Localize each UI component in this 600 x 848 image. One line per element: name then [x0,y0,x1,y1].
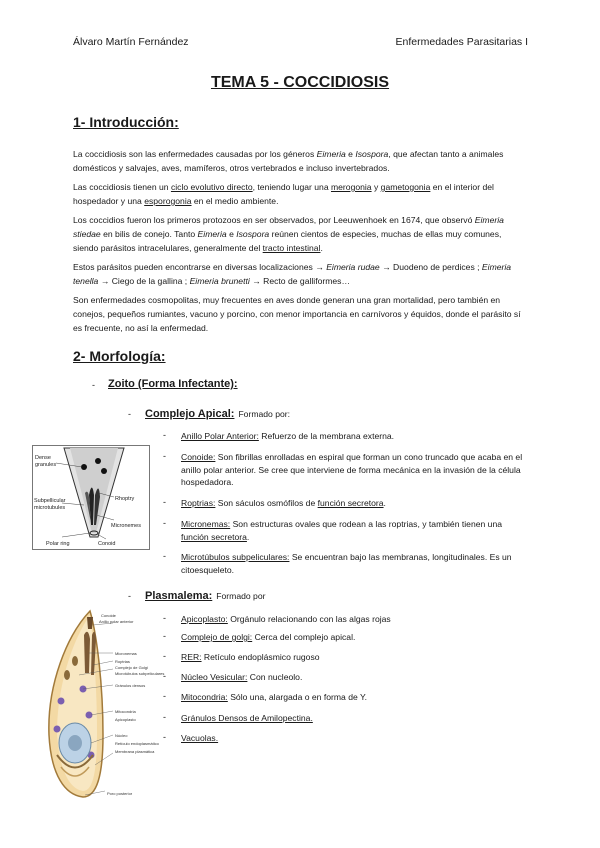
fig1-label-micronemes: Micronemes [111,523,141,529]
fig2-label-apicoplasto: Apicoplasto [115,717,136,722]
list-item-microtubulos: Microtúbulos subpeliculares: Se encuentran bajo las membranas, longitudinales. Es un citoesqueleto. [181,552,512,575]
dash-bullet: - [163,518,166,528]
fig2-label-nucleo: Núcleo [115,733,128,738]
dash-bullet: - [163,691,166,701]
list-item-conoide: Conoide: Son fibrillas enrolladas en espiral que forman un cono truncado que acaba en el anillo polar anterior. Se cree que interviene de forma mecánica en la invasión de la célula hospedadora. [181,452,523,487]
dash-bullet: - [163,613,166,623]
section-heading-morfologia: 2- Morfología: [73,348,166,364]
paragraph-2: Las coccidiosis tienen un ciclo evolutivo directo, teniendo lugar una merogonia y gametogonia en el interior del hospedador y una esporogonia en el medio ambiente. [73,182,494,206]
zoito-heading: Zoito (Forma Infectante): [108,378,238,390]
fig2-label-anillo: Anillo polar anterior [99,619,134,624]
fig2-label-conoide: Conoide [101,613,116,618]
header-author: Álvaro Martín Fernández [73,36,189,48]
list-item-rer: RER: Retículo endoplásmico rugoso [181,652,320,662]
dash-bullet: - [163,732,166,742]
list-item-nucleo: Núcleo Vesicular: Con nucleolo. [181,672,303,682]
list-item-vacuolas: Vacuolas. [181,733,219,743]
fig2-label-roptrias: Roptrias [115,659,130,664]
fig1-label-subpellicular: Subpellicular [34,498,66,504]
dash-bullet: - [163,551,166,561]
list-item-golgi: Complejo de golgi: Cerca del complejo apical. [181,632,356,642]
dash-bullet: - [128,591,131,601]
dash-bullet: - [163,631,166,641]
list-item-roptrias: Roptrias: Son sáculos osmófilos de función secretora. [181,498,386,508]
list-item-mitocondria: Mitocondria: Sólo una, alargada o en forma de Y. [181,692,368,702]
zoite-figure [35,605,165,805]
plasmalema-heading: Plasmalema: Formado por [145,590,266,602]
fig1-label-granules: granules [35,462,57,468]
paragraph-4: Estos parásitos pueden encontrarse en diversas localizaciones → Eimeria rudae → Duodeno de perdices ; Eimeria tenella → Ciego de la gallina ; Eimeria brunetti → Recto de galliformes… [73,262,512,286]
header-course: Enfermedades Parasitarias I [395,36,528,48]
fig2-label-poro: Poro posterior [107,791,133,796]
fig2-label-microtubulos: Microtúbulos subpeliculares [115,671,165,676]
paragraph-1: La coccidiosis son las enfermedades causadas por los géneros Eimeria e Isospora, que afectan tanto a animales domésticos y salvajes, aves, mamíferos, otros vertebrados e incluso invertebrados. [73,149,504,173]
dash-bullet: - [163,712,166,722]
page-title: TEMA 5 - COCCIDIOSIS [210,74,390,91]
list-item-apicoplasto: Apicoplasto: Orgánulo relacionando con las algas rojas [181,614,391,624]
fig1-label-microtubules: microtubules [34,505,66,511]
dash-bullet: - [163,671,166,681]
fig2-label-reticulo: Retículo endoplasmático [115,741,159,746]
dash-bullet: - [163,651,166,661]
dash-bullet: - [163,497,166,507]
dash-bullet: - [163,451,166,461]
section-heading-introduccion: 1- Introducción: [73,114,179,130]
dash-bullet: - [92,380,95,390]
fig1-label-polar-ring: Polar ring [46,541,70,547]
list-item-granulos: Gránulos Densos de Amilopectina. [181,713,313,723]
list-item-micronemas: Micronemas: Son estructuras ovales que rodean a las roptrias, y también tienen una función secretora. [181,519,503,542]
fig1-label-conoid: Conoid [98,541,116,547]
fig2-label-golgi: Complejo de Golgi [115,665,148,670]
apical-complex-figure [32,445,150,550]
paragraph-5: Son enfermedades cosmopolitas, muy frecuentes en aves donde generan una gran mortalidad, pero también en conejos, pequeños rumiantes, vacuno y porcino, con menor importancia en carnívoros y équidos, donde el parásito sí es frecuente, no así la enfermedad. [73,295,521,333]
list-item-anillo-polar: Anillo Polar Anterior: Refuerzo de la membrana externa. [181,431,395,441]
dash-bullet: - [163,430,166,440]
complejo-apical-heading: Complejo Apical: Formado por: [145,408,291,420]
fig2-label-micronemas: Micronemas [115,651,137,656]
fig1-label-rhoptry: Rhoptry [115,496,135,502]
fig2-label-membrana: Membrana plasmática [115,749,155,754]
fig2-label-granulos: Gránulos densos [115,683,146,688]
fig2-label-mitocondria: Mitocondria [115,709,136,714]
dash-bullet: - [128,409,131,419]
fig1-label-dense: Dense [35,455,51,461]
paragraph-3: Los coccidios fueron los primeros protozoos en ser observados, por Leeuwenhoek en 1674, que observó Eimeria stiedae en bilis de conejo. Tanto Eimeria e Isospora reúnen cientos de especies, muchas de ellas muy comunes, siendo parásitos intracelulares, generalmente del tracto intestinal. [73,215,504,253]
